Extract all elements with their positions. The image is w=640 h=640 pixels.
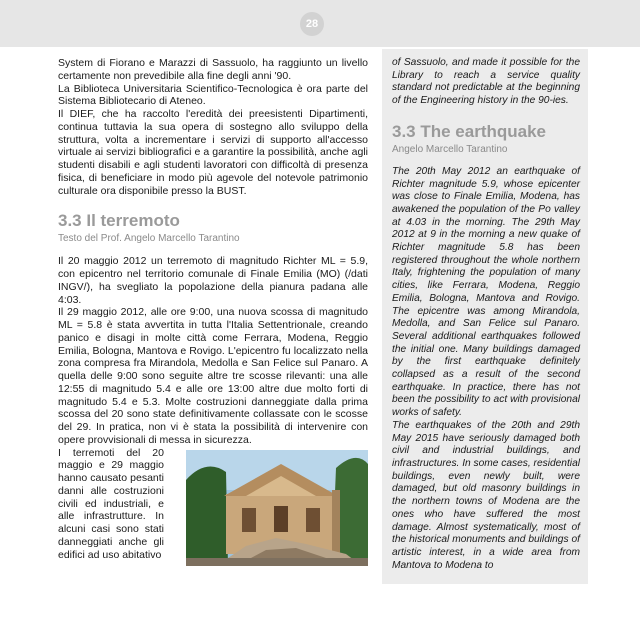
intro-paragraph: La Biblioteca Universitaria Scientifico-Tecnologica è ora parte del Sistema Bibliotecario di Ateneo. <box>58 82 368 108</box>
body-paragraph: Il 29 maggio 2012, alle ore 9:00, una nuova scossa di magnitudo ML = 5.8 è stata avvertita in tutta l'Italia Settentrionale, creando panico e disagi in molte città come Ferrara, Modena, Reggio Emilia, Bologna, Mantova e Rovigo. L'epicentro fu localizzato nella zona compresa fra Mirandola, Medolla e San Felice sul Panaro. A quella delle 9:00 sono seguite altre tre scosse rilevanti: una alle 12:55 di magnitudo 5.4 e alle ore 13:00 altre due molto forti di magnitudo 5.4 e 5.3. Molte costruzioni danneggiate dalla prima scossa del 20 sono state definitivamente collassate con le scosse del 29. In pratica, non vi è stata la possibilità di intervenire con opere provvisionali di messa in sicurezza. <box>58 306 368 446</box>
body-paragraph: The 20th May 2012 an earthquake of Richter magnitude 5.9, whose epicenter was close to Finale Emilia, Modena, has awakened the population of the Po valley at 4.03 in the morning. The 29th May 2012 at 9 in the morning a new quake of Richter magnitude 5.8 has been registered throughout the whole northern Italy, frightening the population of many cities, like Ferrara, Modena, Reggio Emilia, Bologna, Mantova and Rovigo. The epicentre was among Mirandola, Medolla, and San Felice sul Panaro. Several additional earthquakes followed the initial one. Many buildings damaged by the first earthquake definitely collapsed as a result of the second earthquake. In practice, there has not been the possibility to act with provisional works of safety. <box>392 165 580 419</box>
section-title: 3.3 Il terremoto <box>58 211 180 231</box>
intro-paragraph: System di Fiorano e Marazzi di Sassuolo, ha raggiunto un livello certamente non prevedibile alla fine degli anni '90. <box>58 57 368 82</box>
english-sidebar <box>382 49 588 584</box>
page-number-badge: 28 <box>300 12 324 36</box>
intro-paragraph: Il DIEF, che ha raccolto l'eredità dei preesistenti Dipartimenti, continua tuttavia la sua opera di sostegno allo sviluppo della struttura, volta a incrementare i servizi di supporto all'accesso virtuale ai servizi bibliografici e a garantire la possibilità, anche agli studenti disabili e agli studenti lavoratori con difficoltà di presenza fisica, di beneficiare in modo più agevole del notevole patrimonio culturale ora disponibile presso la BUST. <box>58 108 368 197</box>
section-title: 3.3 The earthquake <box>392 121 547 141</box>
body-paragraph: The earthquakes of the 20th and 29th May 2015 have seriously damaged both civil and industrial buildings, and infrastructures. In some cases, residential buildings, even newly built, were damaged, but old masonry buildings in the northern towns of Modena are the ones who have suffered the most damage. Almost systematically, most of the historical monuments and buildings of artistic interest, in a wide area from Mantova to Modena to <box>392 419 580 571</box>
wrapped-paragraph: I terremoti del 20 maggio e 29 maggio hanno causato pesanti danni alle costruzioni civili ed industriali, e alle infrastrutture. In alcuni casi sono stati danneggiati anche gli edifici ad uso abitativo <box>58 446 164 561</box>
byline: Testo del Prof. Angelo Marcello Tarantino <box>58 233 240 245</box>
earthquake-damage-photo <box>186 450 368 566</box>
photo-wrap-block <box>58 447 368 562</box>
intro-paragraph: of Sassuolo, and made it possible for the Library to reach a service quality standard not predictable at the beginning of the Engineering history in the 90-ies. <box>392 57 580 107</box>
italian-column <box>58 57 368 561</box>
body-paragraph: Il 20 maggio 2012 un terremoto di magnitudo Richter ML = 5.9, con epicentro nel territorio comunale di Finale Emilia (MO) (/dati INGV/), ha svegliato la popolazione della pianura padana alle 4:03. <box>58 255 368 306</box>
byline: Angelo Marcello Tarantino <box>392 143 508 155</box>
